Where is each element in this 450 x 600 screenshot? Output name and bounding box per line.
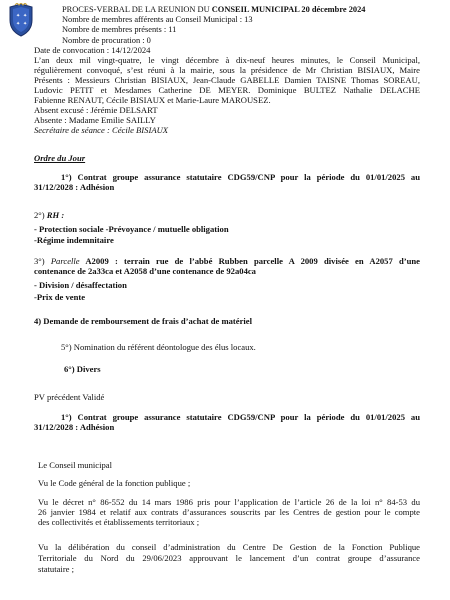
convocation-date: Date de convocation : 14/12/2024 bbox=[34, 45, 151, 55]
svg-text:✦: ✦ bbox=[23, 21, 28, 27]
previous-minutes-status: PV précédent Validé bbox=[34, 392, 105, 402]
resolution-1-line-2: 31/12/2028 : Adhésion bbox=[34, 422, 115, 432]
agenda-item-3-sub-1: - Division / désaffectation bbox=[34, 280, 127, 290]
present-count: Nombre de membres présents : 11 bbox=[62, 25, 177, 35]
decree-line-3: des collectivités et établissements territoriaux ; bbox=[38, 517, 200, 527]
agenda-item-3-line-1: 3°) Parcelle A2009 : terrain rue de l’abbé Rubben parcelle A 2009 divisée en A2057 d’une bbox=[34, 256, 420, 266]
municipal-crest-icon bbox=[8, 3, 34, 37]
members-count: Nombre de membres afférents au Conseil Municipal : 13 bbox=[62, 15, 253, 25]
agenda-item-2-sub-2: -Régime indemnitaire bbox=[34, 235, 114, 245]
decree-line-2: 26 janvier 1984 et relatif aux contrats d’assurances souscrits par les Centres de gestion pour le compte bbox=[38, 507, 420, 517]
agenda-item-1-line-1: 1°) Contrat groupe assurance statutaire CDG59/CNP pour la période du 01/01/2025 au bbox=[61, 172, 420, 182]
proxy-count: Nombre de procuration : 0 bbox=[62, 35, 151, 45]
agenda-item-4: 4) Demande de remboursement de frais d’achat de matériel bbox=[34, 316, 252, 326]
agenda-item-1-line-2: 31/12/2028 : Adhésion bbox=[34, 182, 115, 192]
document-title: PROCES-VERBAL DE LA REUNION DU CONSEIL MUNICIPAL 20 décembre 2024 bbox=[62, 5, 366, 14]
excused-line: Absent excusé : Jérémie DELSART bbox=[34, 105, 158, 115]
intro-line-1: L’an deux mil vingt-quatre, le vingt décembre à dix-neuf heures minutes, le Conseil Municipal, bbox=[34, 55, 420, 65]
agenda-item-3-line-2: contenance de 2a33ca et A2058 d’une contenance de 92a04ca bbox=[34, 266, 256, 276]
agenda-item-2-sub-1: - Protection sociale -Prévoyance / mutuelle obligation bbox=[34, 224, 229, 234]
agenda-title: Ordre du Jour bbox=[34, 153, 86, 163]
council-heading: Le Conseil municipal bbox=[38, 460, 112, 470]
deliberation-line-2: Territoriale du Nord du 29/06/2023 approuvant le lancement d’un contrat groupe d’assurance bbox=[38, 553, 420, 563]
agenda-item-5: 5°) Nomination du référent déontologue des élus locaux. bbox=[61, 342, 256, 352]
present-line-3: Fabienne RENAUT, Cécile BISIAUX et Marie-Laure MAROUSEZ. bbox=[34, 95, 271, 105]
secretary-line: Secrétaire de séance : Cécile BISIAUX bbox=[34, 125, 169, 135]
agenda-item-6: 6°) Divers bbox=[64, 364, 101, 374]
deliberation-line-3: statutaire ; bbox=[38, 564, 75, 574]
code-reference: Vu le Code général de la fonction publique ; bbox=[38, 478, 191, 488]
deliberation-line-1: Vu la délibération du conseil d’administration du Centre De Gestion de la Fonction Publique bbox=[38, 542, 420, 552]
agenda-item-2-title: 2°) RH : bbox=[34, 210, 65, 220]
present-line-2: Ludovic PETIT et Mesdames Catherine DE MEYER. Dominique BULTEZ Nathalie DELACHE bbox=[34, 85, 420, 95]
agenda-item-3-sub-2: -Prix de vente bbox=[34, 292, 86, 302]
svg-text:✦: ✦ bbox=[16, 21, 21, 27]
resolution-1-line-1: 1°) Contrat groupe assurance statutaire CDG59/CNP pour la période du 01/01/2025 au bbox=[61, 412, 420, 422]
document-header bbox=[62, 5, 365, 46]
decree-line-1: Vu le décret n° 86-552 du 14 mars 1986 pris pour l’application de l’article 26 de la loi n° 84-53 du bbox=[38, 497, 420, 507]
svg-text:✦: ✦ bbox=[23, 13, 28, 19]
absent-line: Absente : Madame Emilie SAILLY bbox=[34, 115, 156, 125]
svg-text:✦: ✦ bbox=[16, 13, 21, 19]
intro-line-2: régulièrement convoqué, s’est réuni à la mairie, sous la présidence de Mr Christian BISIAUX, Maire bbox=[34, 65, 420, 75]
present-line-1: Présents : Messieurs Christian BISIAUX, Jean-Claude GABELLE Damien TAISNE Thomas SOREAU, bbox=[34, 75, 420, 85]
